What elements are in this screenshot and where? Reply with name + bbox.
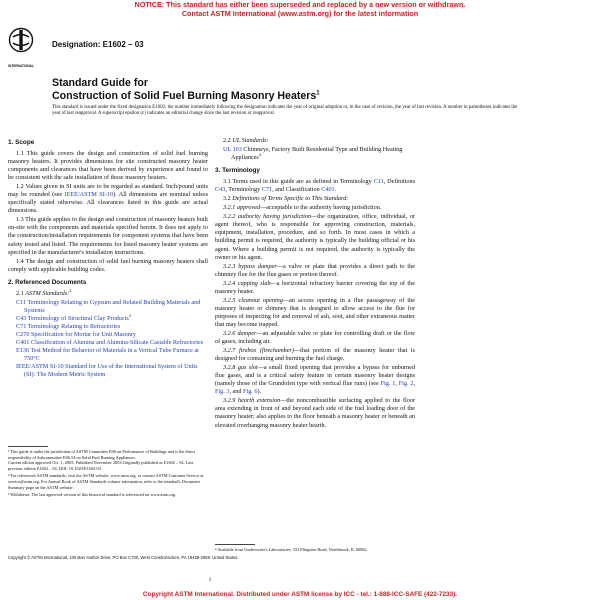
- scope-heading: 1. Scope: [8, 139, 35, 146]
- issuance-note: This standard is issued under the fixed designation E1602; the number immediately following the designation indicates the year of original adoption or, in the case of revision, the year of last revision. A number in parentheses indicates the year of last reapproval. A superscript epsilon (ε) indicates an editorial change since the last revision or reapproval.: [52, 105, 518, 117]
- para-3-2-6: 3.2.6 damper—an adjustable valve or plate for controlling draft or the flow of gases, including air.: [215, 329, 416, 346]
- para-3-2: 3.2 Definitions of Terms Specific to This Standard:: [223, 195, 349, 203]
- link-fig-1[interactable]: Fig. 1: [380, 380, 396, 388]
- footnote-rule-right: [215, 544, 255, 545]
- astm-standards-label: 2.1 ASTM Standards:$^2$: [16, 287, 72, 297]
- designation: Designation: E1602 – 03: [52, 40, 144, 49]
- title-line-2: Construction of Solid Fuel Burning Masonry Heaters$^1$: [52, 90, 320, 102]
- link-fig-2[interactable]: Fig. 2: [398, 380, 414, 388]
- reference-item-ul103[interactable]: UL 103 Chimneys, Factory Built Residential Type and Building Heating Appliances$^4$: [223, 146, 403, 162]
- copyright-line: Copyright © ASTM International, 100 Barr Harbor Drive, PO Box C700, West Conshohocken, PA 19428-2959. United States.: [8, 555, 239, 560]
- notice-line-2: Contact ASTM International (www.astm.org) for the latest information: [181, 9, 419, 18]
- withdrawn-notice: [0, 0, 600, 18]
- footnote-2: ² For referenced ASTM standards, visit the ASTM website, www.astm.org, or contact ASTM Customer Service at service@astm.org. For Annual Book of ASTM Standards volume information, refer to the standard's Document Summary page on the ASTM website.: [8, 473, 204, 490]
- left-column: [8, 137, 208, 379]
- para-1-3: 1.3 This guide applies to the design and construction of masonry heaters built on-site with the components and materials specified herein. It does not apply to the construction/installation requirements for component systems that have been safety tested and listed. The requirements for listed masonry heater systems are specified in the manufacturer's installation instructions.: [8, 216, 208, 256]
- para-3-2-2: 3.2.2 authority having jurisdiction—the organization, office, individual, or agent thereof, who is responsible for approving construction, materials, equipment, installation, procedure, and so forth. In most cases in which a building permit is required, the authority is typically the building official or his agent. Where a building permit is not required, the authority is typically the owner or his agent.: [215, 213, 415, 261]
- referenced-documents-heading: 2. Referenced Documents: [8, 278, 87, 286]
- reference-item[interactable]: C71 Terminology Relating to Refractories: [16, 322, 121, 330]
- notice-line-1: NOTICE: This standard has either been superseded and replaced by a new version or withdrawn.: [134, 0, 466, 9]
- para-3-2-8: 3.2.8 gas slot—a small fixed opening that provides a bypass for unburned flue gases, and is a critical safety feature in certain masonry heater designs (namely those of the Grundofen type with vertical flue runs) (see Fig. 1, Fig. 2, Fig. 3, and Fig. 6).: [215, 364, 415, 396]
- link-c11[interactable]: C11: [373, 178, 384, 186]
- footnote-4: ⁴ Available from Underwriter's Laboratories, 333 Pfingsten Road, Northbrook, IL 60062.: [215, 547, 368, 552]
- reference-item[interactable]: C11 Terminology Relating to Gypsum and Related Building Materials and Systems: [16, 298, 201, 314]
- title-line-1: Standard Guide for: [52, 77, 148, 89]
- para-1-1: 1.1 This guide covers the design and construction of solid fuel burning masonry heaters. It provides dimensions for site constructed masonry heater components and clearances that have been derived by experience and found to be consistent with the safe installation of those masonry heaters.: [8, 150, 208, 182]
- reference-item[interactable]: C401 Classification of Alumina and Alumina-Silicate Castable Refractories: [16, 338, 204, 346]
- para-1-2: 1.2 Values given in SI units are to be regarded as standard. Inch/pound units may be rounded (see IEEE/ASTM SI-10). All dimensions are nominal unless specifically stated otherwise. All clearances listed in this guide are actual dimensions.: [8, 183, 208, 215]
- link-fig-3[interactable]: Fig. 3: [215, 388, 230, 396]
- reference-item[interactable]: IEEE/ASTM SI-10 Standard for Use of the International System of Units (SI): The Modern Metric System: [16, 363, 198, 379]
- para-3-2-5: 3.2.5 cleanout opening—an access opening in a flue passageway of the masonry heater or chimney that is designed to allow access to the flue for purposes of inspecting for and removal of ash, soot, and other extraneous matter that may become trapped.: [215, 296, 415, 328]
- link-fig-6[interactable]: Fig. 6: [243, 388, 258, 396]
- footnote-1-edition: Current edition approved Oct. 1, 2003. Published November 2003.Originally published as E1602 – 94. Last previous edition E1602 – 94. DOI: 10.1520/E1602-03.: [8, 460, 194, 471]
- right-column: [215, 137, 415, 431]
- left-footnotes: [8, 449, 208, 498]
- para-3-2-4: 3.2.4 capping slab—a horizontal refractory barrier covering the top of the masonry heater.: [215, 279, 415, 295]
- reference-item[interactable]: C270 Specification for Mortar for Unit Masonry: [16, 330, 136, 338]
- para-3-2-3: 3.2.3 bypass damper—a valve or plate that provides a direct path to the chimney flue for the flue gases or portion thereof.: [215, 262, 415, 278]
- link-c71[interactable]: C71: [261, 186, 273, 194]
- reference-item[interactable]: C43 Terminology of Structural Clay Products$^3$: [16, 312, 131, 322]
- link-c43[interactable]: C43: [215, 186, 226, 194]
- footnote-3: ³ Withdrawn. The last approved version of this historical standard is referenced on www.astm.org.: [8, 492, 177, 498]
- page-number: 1: [208, 577, 212, 583]
- logo-text: INTERNATIONAL: [8, 64, 34, 68]
- link-c401[interactable]: C401: [321, 186, 335, 194]
- reference-list: [8, 299, 208, 379]
- footnote-1: ¹ This guide is under the jurisdiction of ASTM Committee E06 on Performance of Buildings and is the direct responsibility of Subcommittee E06.54 on Solid Fuel Burning Appliances.: [8, 449, 196, 460]
- reference-item[interactable]: E136 Test Method for Behavior of Materials in a Vertical Tube Furnace at 750°C: [16, 347, 199, 363]
- footnote-rule: [8, 446, 48, 447]
- para-1-4: 1.4 The design and construction of solid fuel burning masonry heaters shall comply with applicable building codes.: [8, 257, 208, 273]
- para-3-2-7: 3.2.7 firebox (firechamber)—that portion of the masonry heater that is designed for containing and burning the fuel charge.: [215, 347, 415, 363]
- document-title: [52, 77, 552, 103]
- link-ieee-si10[interactable]: IEEE/ASTM SI-10: [64, 191, 114, 199]
- para-3-1: 3.1 Terms used in this guide are as defined in Terminology C11, Definitions C43, Terminology C71, and Classification C401.: [215, 178, 415, 194]
- para-3-2-1: 3.2.1 approved—acceptable to the authority having jurisdiction.: [223, 204, 382, 212]
- terminology-heading: 3. Terminology: [215, 167, 260, 175]
- astm-logo-icon: [8, 27, 34, 68]
- para-3-2-9: 3.2.9 hearth extension—the noncombustible surfacing applied to the floor area extending in front of and beyond each side of the fuel loading door of the masonry heater; also applies to the floor beneath a masonry heater or beneath an elevated overhanging masonry heater hearth.: [215, 397, 415, 429]
- ul-standards-label: 2.2 UL Standards:: [223, 137, 269, 144]
- license-footer: Copyright ASTM International. Distributed under ASTM license by ICC - tel.: 1-888-ICC-SAFE (422-7233).: [142, 591, 458, 598]
